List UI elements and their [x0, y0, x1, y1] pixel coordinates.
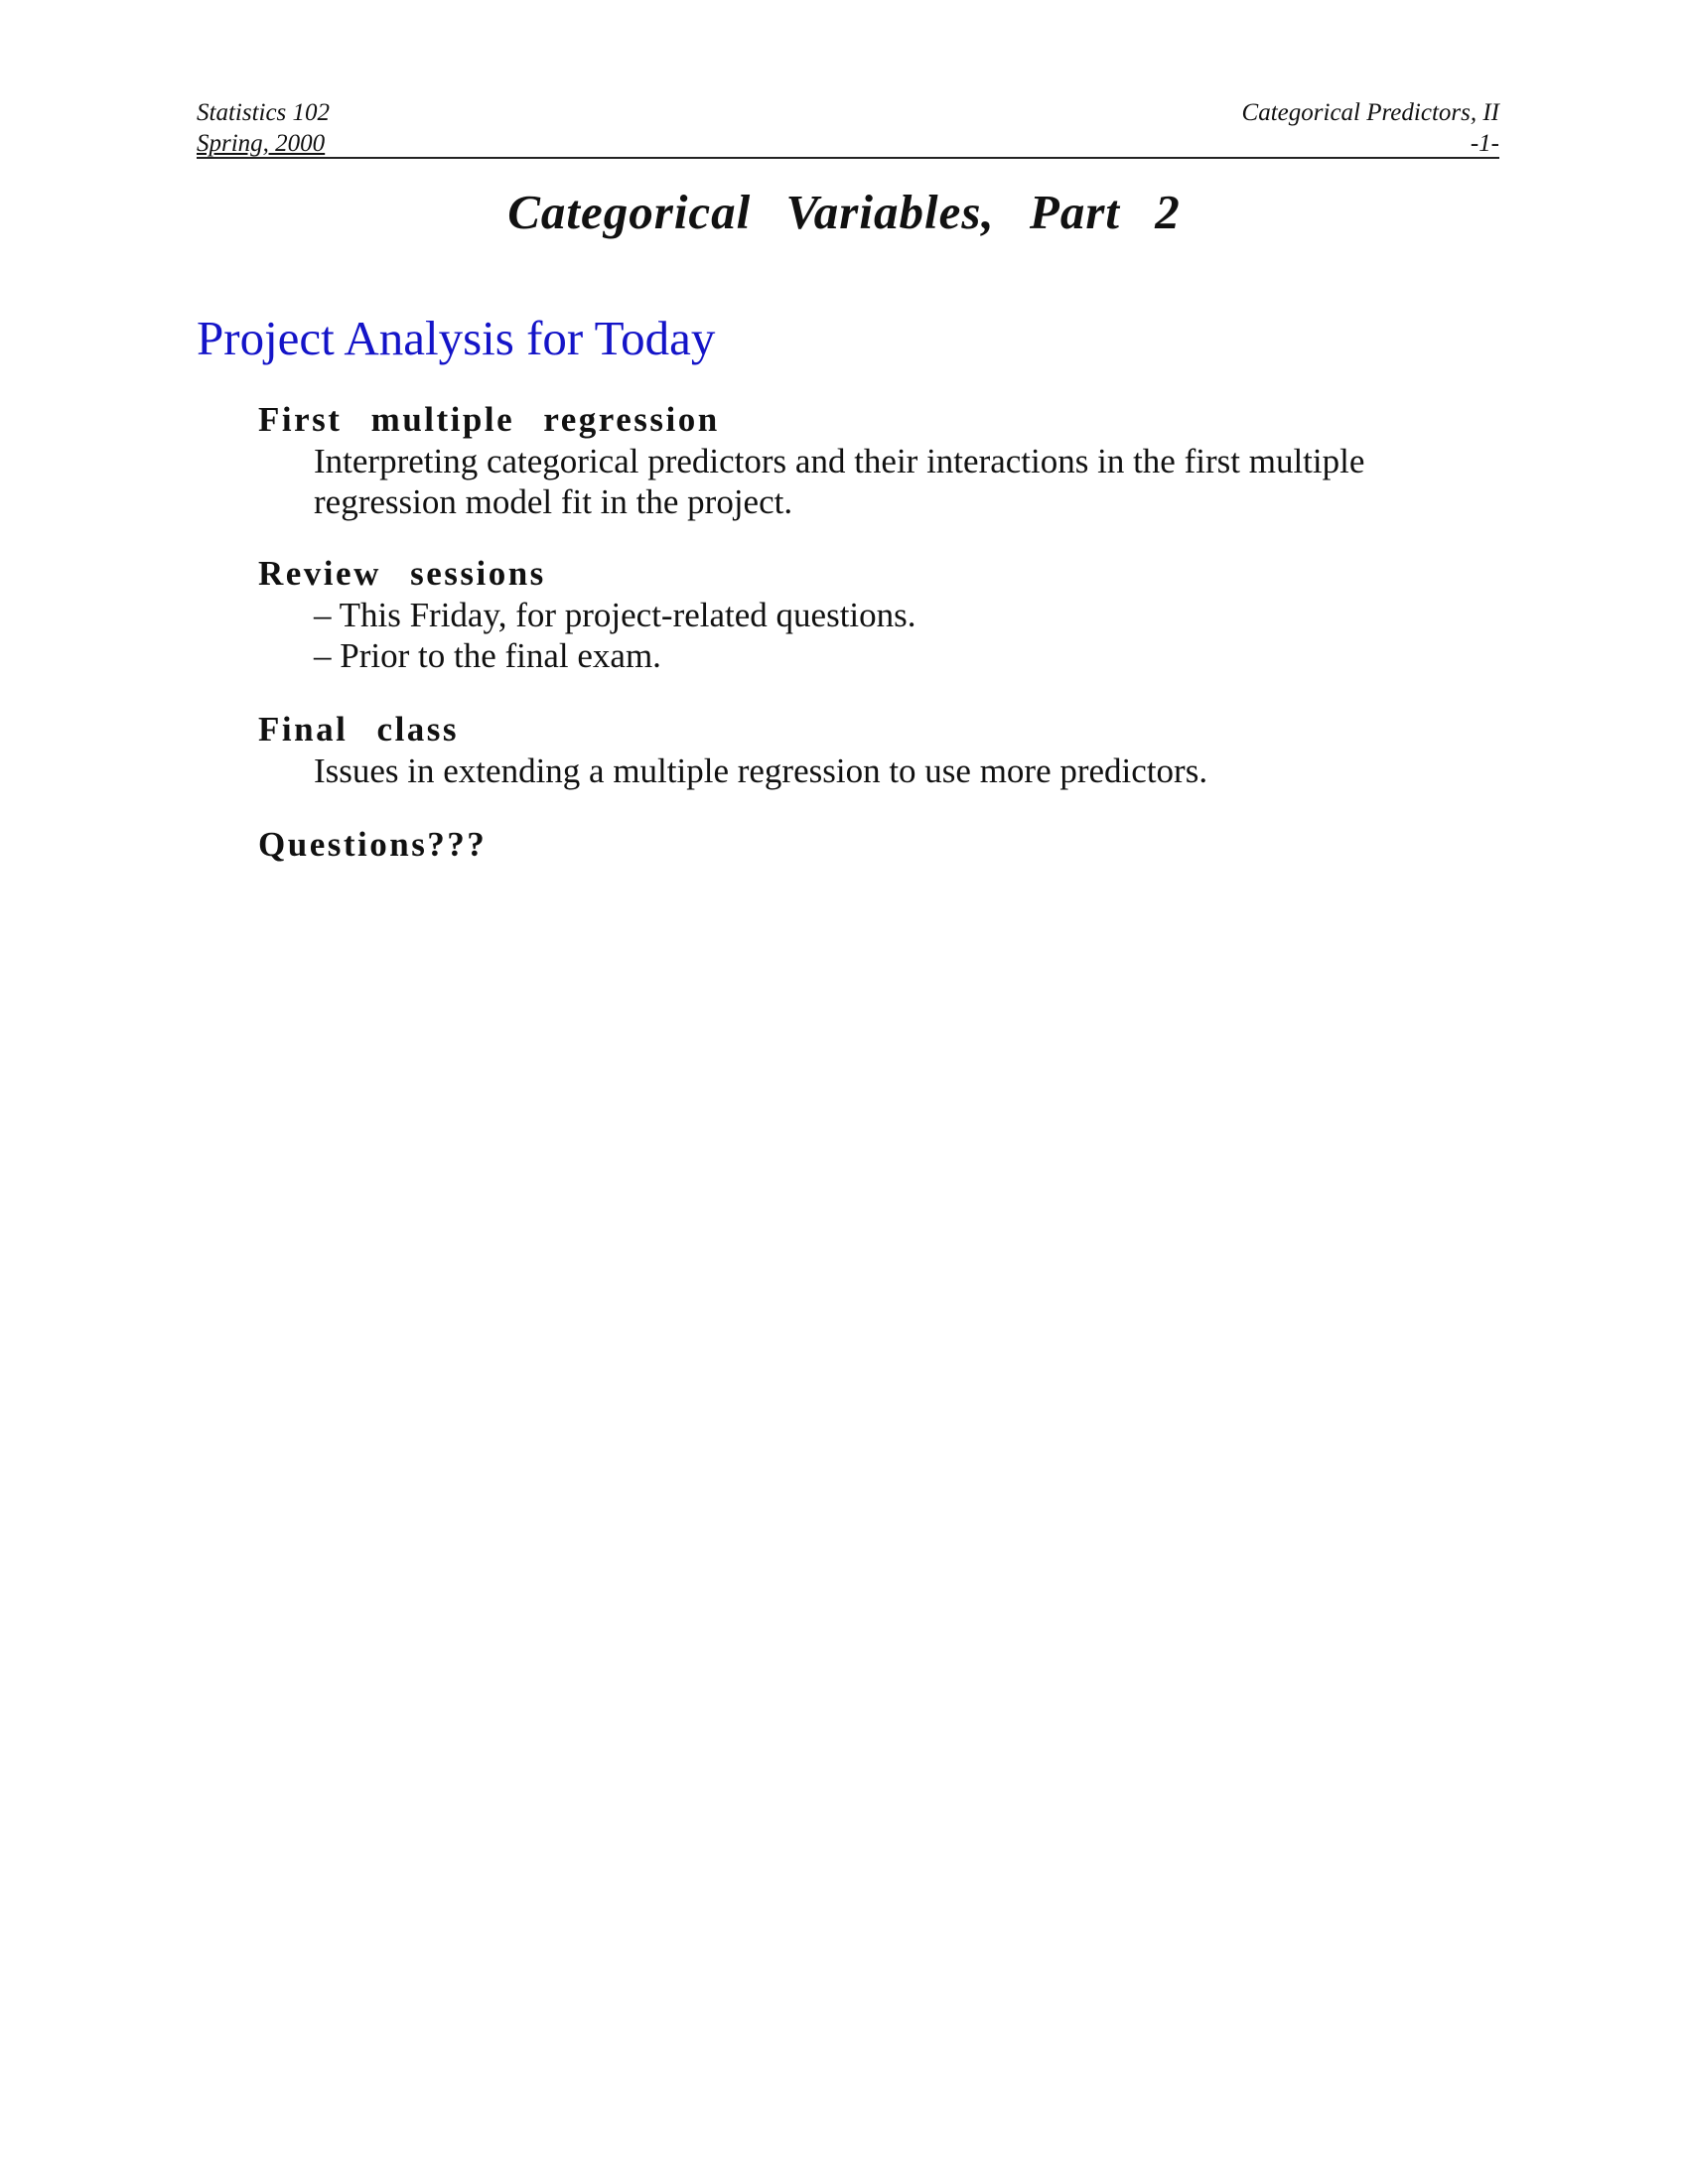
item-line: Issues in extending a multiple regression to use more predictors. [314, 751, 1208, 790]
section-heading: Project Analysis for Today [197, 311, 716, 365]
item-review-sessions [258, 553, 1509, 676]
term: Spring, 2000 [197, 130, 326, 157]
item-heading: Review sessions [258, 554, 546, 593]
item-line: – Prior to the final exam. [314, 636, 661, 675]
item-heading: Final class [258, 710, 460, 749]
item-heading: First multiple regression [258, 400, 720, 439]
header-right [1242, 97, 1499, 159]
course-name: Statistics 102 [197, 99, 331, 126]
header-left [197, 97, 330, 159]
item-line: Interpreting categorical predictors and their interactions in the first multiple [314, 442, 1365, 480]
item-first-multiple-regression [258, 399, 1509, 522]
item-body [314, 751, 1509, 791]
item-line: regression model fit in the project. [314, 482, 793, 521]
item-questions [258, 824, 1509, 866]
item-body [314, 441, 1509, 522]
item-final-class [258, 709, 1509, 791]
item-body [314, 595, 1509, 676]
page-title: Categorical Variables, Part 2 [507, 185, 1181, 239]
item-line: – This Friday, for project-related questions. [314, 596, 916, 634]
lecture-topic: Categorical Predictors, II [1241, 99, 1499, 126]
item-heading: Questions??? [258, 825, 488, 864]
page-header [197, 97, 1499, 159]
page-number: -1- [1470, 130, 1499, 157]
